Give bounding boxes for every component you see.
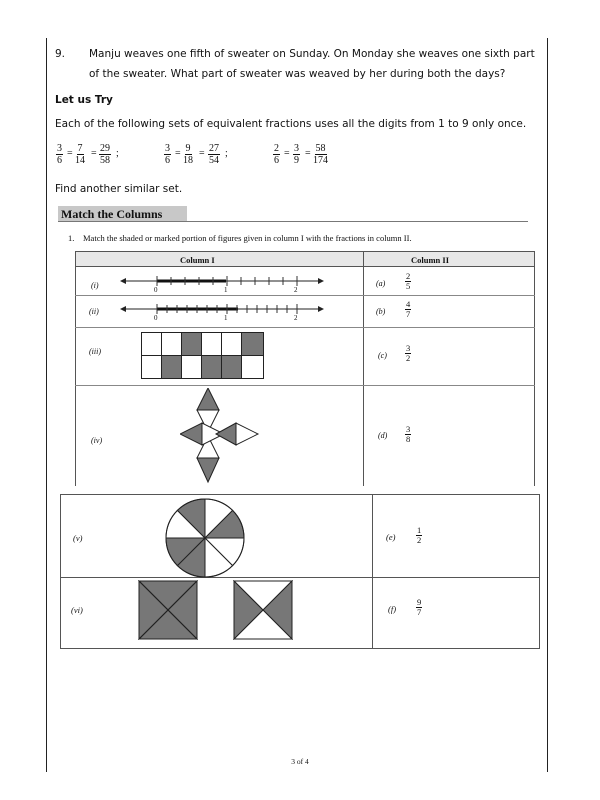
fraction: $\frac{29}{58}$ <box>100 143 110 166</box>
equals-sign: = <box>284 148 290 159</box>
find-text: Find another similar set. <box>55 183 183 195</box>
table-header <box>75 251 535 267</box>
question-line-1: Manju weaves one fifth of sweater on Sunday. On Monday she weaves one sixth part <box>89 48 535 60</box>
table-col1-row-vi <box>60 577 373 649</box>
semicolon: ; <box>225 148 228 159</box>
option-label: (c) <box>378 351 387 360</box>
option-fraction: 3 8 <box>406 424 411 444</box>
option-fraction: 4 7 <box>406 299 411 319</box>
row-label: (vi) <box>71 605 83 615</box>
table-col2-upper <box>363 251 535 486</box>
option-label: (a) <box>376 279 386 288</box>
column-2-header: Column II <box>411 255 450 265</box>
fraction: $\frac{58}{174}$ <box>313 143 328 166</box>
option-label: (b) <box>376 307 386 316</box>
circle-figure-v <box>164 497 246 579</box>
page-footer: 3 of 4 <box>291 757 309 766</box>
tick-label: 0 <box>154 314 158 322</box>
row-divider <box>75 327 535 328</box>
column-1-header: Column I <box>180 255 215 265</box>
row-label: (i) <box>91 281 99 290</box>
equals-sign: = <box>67 148 73 159</box>
option-label: (f) <box>388 604 397 614</box>
fraction: $\frac{2}{6}$ <box>274 143 279 166</box>
square-figure-vi-right <box>233 580 293 640</box>
option-fraction: 9 7 <box>417 597 422 617</box>
equals-sign: = <box>91 148 97 159</box>
option-label: (e) <box>386 532 396 542</box>
tick-label: 2 <box>294 314 298 322</box>
match-heading: Match the Columns <box>58 206 187 222</box>
row-label: (iii) <box>89 347 101 356</box>
option-fraction: 3 2 <box>406 343 411 363</box>
heading-rule <box>58 221 528 222</box>
tick-label: 0 <box>154 286 158 294</box>
question-number: 9. <box>55 48 66 60</box>
question-line-2: of the sweater. What part of sweater was weaved by her during both the days? <box>89 68 506 80</box>
row-label: (v) <box>73 533 83 543</box>
table-col2-row-v <box>372 494 540 578</box>
fraction: $\frac{3}{6}$ <box>57 143 62 166</box>
table-col2-row-vi <box>372 577 540 649</box>
header-divider <box>363 251 364 267</box>
section-heading: Let us Try <box>55 94 113 106</box>
equals-sign: = <box>175 148 181 159</box>
equals-sign: = <box>305 148 311 159</box>
tick-label: 1 <box>224 314 228 322</box>
option-label: (d) <box>378 431 388 440</box>
instruction-number: 1. <box>68 233 75 243</box>
try-text: Each of the following sets of equivalent fractions uses all the digits from 1 to 9 only once. <box>55 118 527 130</box>
equals-sign: = <box>199 148 205 159</box>
square-figure-vi-left <box>138 580 198 640</box>
row-label: (iv) <box>91 436 103 445</box>
fraction: $\frac{27}{54}$ <box>209 143 219 166</box>
star-figure-iv <box>180 388 260 484</box>
fraction: $\frac{9}{18}$ <box>183 143 193 166</box>
tick-label: 1 <box>224 286 228 294</box>
fraction: $\frac{3}{9}$ <box>294 143 299 166</box>
row-label: (ii) <box>89 307 99 316</box>
option-fraction: 2 5 <box>406 271 411 291</box>
fraction: $\frac{3}{6}$ <box>165 143 170 166</box>
row-divider <box>75 295 535 296</box>
instruction-text: Match the shaded or marked portion of figures given in column I with the fractions in column II. <box>83 233 412 243</box>
tick-label: 2 <box>294 286 298 294</box>
semicolon: ; <box>116 148 119 159</box>
grid-figure-iii <box>141 332 265 380</box>
option-fraction: 1 2 <box>417 525 422 545</box>
fraction: $\frac{7}{14}$ <box>75 143 85 166</box>
row-divider <box>75 385 535 386</box>
